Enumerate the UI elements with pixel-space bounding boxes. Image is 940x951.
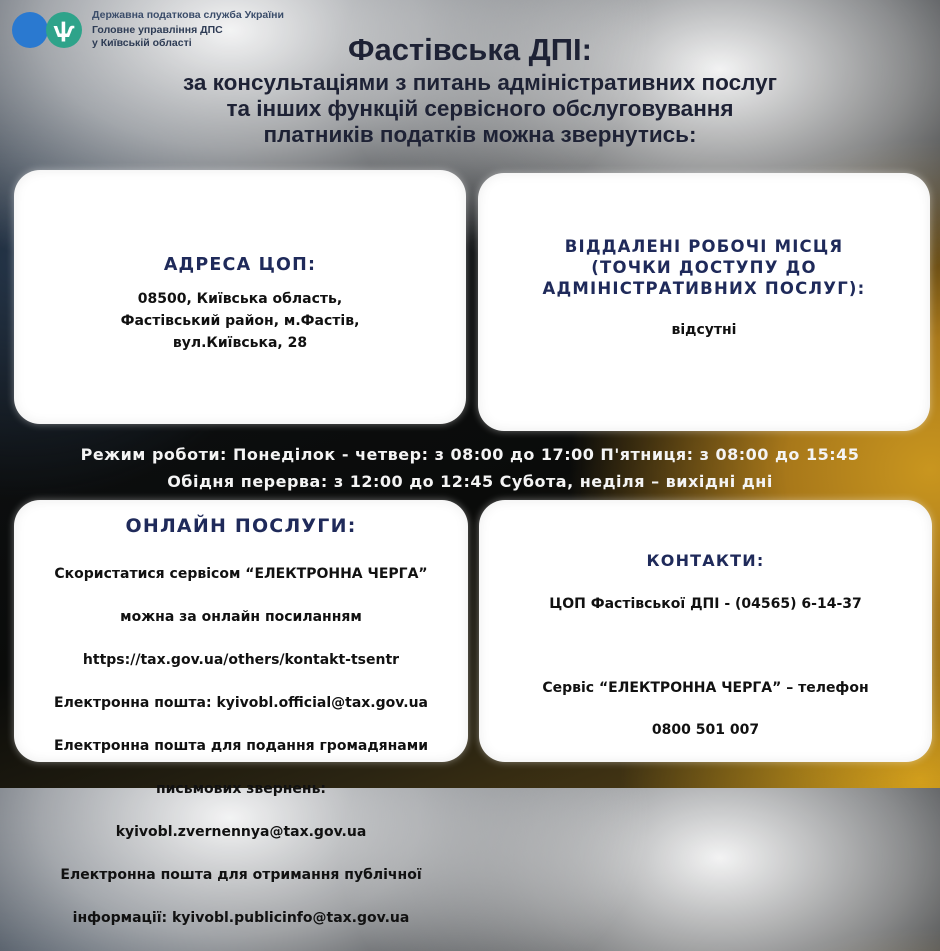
kontakt-tsentr-link[interactable]: https://tax.gov.ua/others/kontakt-tsentr (82, 651, 400, 668)
lunch-break: Обідня перерва: з 12:00 до 12:45 Субота, неділя – вихідні дні (167, 472, 773, 491)
queue-service-label: Сервіс “ЕЛЕКТРОННА ЧЕРГА” – телефон (542, 680, 869, 696)
page-title: Фастівська ДПІ: (348, 32, 592, 67)
remote-title-line-1: ВІДДАЛЕНІ РОБОЧІ МІСЦЯ (564, 237, 844, 256)
logo-line-1: Державна податкова служба України (92, 9, 284, 21)
logo-circle-blue (12, 12, 48, 48)
trident-icon: ѱ (46, 12, 82, 48)
page-subtitle (60, 70, 900, 148)
logo-line-2: Головне управління ДПС (92, 24, 223, 36)
remote-value: відсутні (671, 322, 737, 338)
contacts-body (542, 573, 868, 762)
subtitle-line-2: та інших функцій сервісного обслуговування (226, 96, 734, 121)
cop-phone[interactable]: ЦОП Фастівської ДПІ - (04565) 6-14-37 (549, 596, 862, 612)
queue-service-phone[interactable]: 0800 501 007 (651, 722, 760, 738)
address-line-2: Фастівський район, м.Фастів, (120, 313, 360, 329)
address-card (14, 170, 466, 424)
online-line: можна за онлайн посиланням (120, 608, 362, 625)
contacts-title: КОНТАКТИ: (646, 551, 765, 570)
subtitle-line-3: платників податків можна звернутись: (263, 122, 697, 147)
online-services-card (14, 500, 468, 926)
online-line: письмових звернень: (155, 780, 327, 797)
address-title: АДРЕСА ЦОП: (163, 255, 317, 275)
remote-workplaces-card (478, 173, 930, 431)
publicinfo-email[interactable]: інформації: kyivobl.publicinfo@tax.gov.ua (72, 909, 410, 926)
official-email[interactable]: Електронна пошта: kyivobl.official@tax.gov.ua (54, 694, 428, 711)
online-line: Електронна пошта для отримання публічної (60, 866, 422, 883)
online-title: ОНЛАЙН ПОСЛУГИ: (125, 515, 357, 537)
remote-title-line-2: (ТОЧКИ ДОСТУПУ ДО (591, 258, 817, 277)
subtitle-line-1: за консультаціями з питань адміністративних послуг (183, 70, 777, 95)
remote-title-line-3: АДМІНІСТРАТИВНИХ ПОСЛУГ): (542, 279, 866, 298)
logo-line-3: у Київській області (92, 37, 192, 49)
appeals-email[interactable]: kyivobl.zvernennya@tax.gov.ua (115, 823, 367, 840)
online-body (54, 542, 428, 951)
address-line-3: вул.Київська, 28 (172, 335, 308, 351)
contacts-card (479, 500, 932, 762)
address-line-1: 08500, Київська область, (137, 291, 343, 307)
working-hours: Режим роботи: Понеділок - четвер: з 08:00 до 17:00 П'ятниця: з 08:00 до 15:45 (80, 445, 860, 464)
remote-title (543, 236, 866, 299)
online-line: Електронна пошта для подання громадянами (53, 737, 429, 754)
spacer (542, 636, 868, 657)
online-line: Скористатися сервісом “ЕЛЕКТРОННА ЧЕРГА” (54, 565, 428, 582)
